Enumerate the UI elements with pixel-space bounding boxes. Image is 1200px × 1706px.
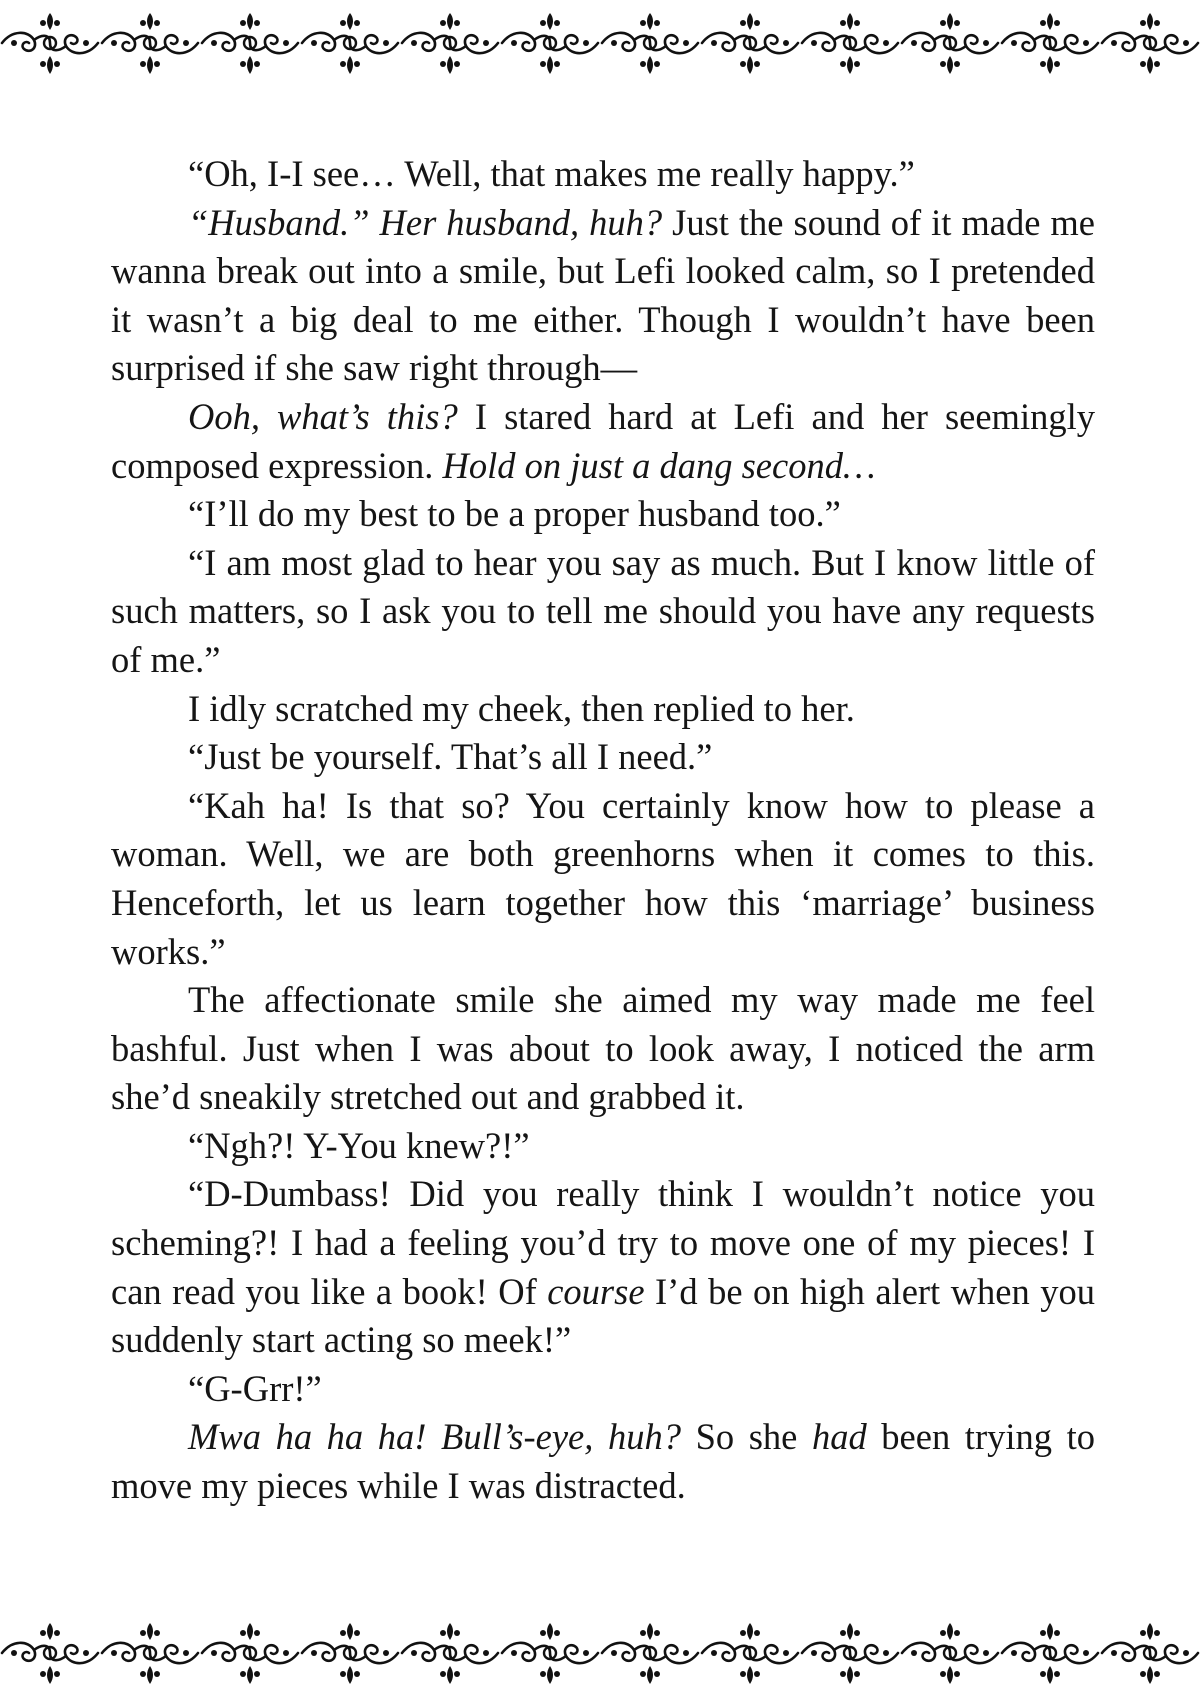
text-run: “Ngh?! Y-You knew?!”	[188, 1124, 530, 1166]
paragraph	[111, 1413, 1095, 1510]
text-run: I idly scratched my cheek, then replied to her.	[188, 687, 855, 729]
paragraph	[111, 393, 1095, 490]
paragraph	[111, 1122, 1095, 1171]
text-run: I’d be on high alert when you suddenly start acting so meek!”	[111, 1270, 1095, 1361]
italic-text: “Husband.” Her husband, huh?	[188, 201, 663, 243]
paragraph	[111, 782, 1095, 976]
text-run: been trying to move my pieces while I was distracted.	[111, 1416, 1095, 1507]
paragraph	[111, 685, 1095, 734]
paragraph	[111, 490, 1095, 539]
paragraph	[111, 976, 1095, 1122]
italic-text: Hold on just a dang second…	[442, 444, 876, 486]
italic-text: course	[547, 1270, 645, 1312]
paragraph	[111, 1365, 1095, 1414]
paragraph	[111, 539, 1095, 685]
text-run: “D-Dumbass! Did you really think I wouldn’t notice you scheming?! I had a feeling you’d try to move one of my pieces! I can read you like a book! Of	[111, 1173, 1095, 1312]
page-body-text	[111, 150, 1095, 1511]
text-run: “G-Grr!”	[188, 1367, 322, 1409]
paragraph	[111, 1170, 1095, 1364]
text-run: “Kah ha! Is that so? You certainly know how to please a woman. Well, we are both greenhorns when it comes to this. Henceforth, let us learn together how this ‘marriage’ business works.”	[111, 784, 1095, 972]
text-run: So she	[680, 1416, 812, 1458]
text-run: “I am most glad to hear you say as much. But I know little of such matters, so I ask you to tell me should you have any requests of me.”	[111, 541, 1095, 680]
text-run: “I’ll do my best to be a proper husband too.”	[188, 493, 841, 535]
text-run: “Just be yourself. That’s all I need.”	[188, 736, 713, 778]
bottom-ornament-border	[0, 1618, 1200, 1688]
paragraph	[111, 199, 1095, 393]
text-run: The affectionate smile she aimed my way made me feel bashful. Just when I was about to look away, I noticed the arm she’d sneakily stretched out and grabbed it.	[111, 979, 1095, 1118]
paragraph	[111, 733, 1095, 782]
italic-text: Mwa ha ha ha! Bull’s-eye, huh?	[188, 1416, 681, 1458]
text-run: Just the sound of it made me wanna break out into a smile, but Lefi looked calm, so I pretended it wasn’t a big deal to me either. Though I wouldn’t have been surprised if she saw right through—	[111, 201, 1095, 389]
text-run: I stared hard at Lefi and her seemingly composed expression.	[111, 395, 1095, 486]
paragraph	[111, 150, 1095, 199]
italic-text: Ooh, what’s this?	[188, 395, 458, 437]
text-run: “Oh, I-I see… Well, that makes me really happy.”	[188, 153, 915, 194]
italic-text: had	[811, 1416, 867, 1458]
top-ornament-border	[0, 8, 1200, 78]
